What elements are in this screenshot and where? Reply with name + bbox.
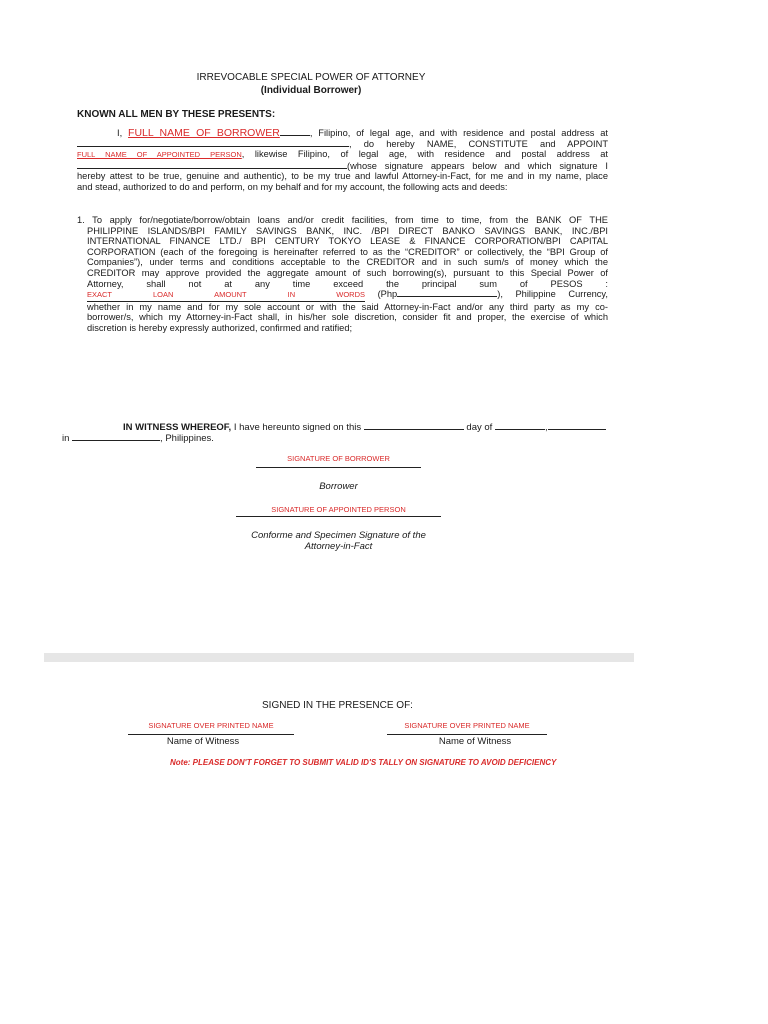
witness-1-signature-line [128, 734, 294, 735]
borrower-signature-line [256, 467, 421, 468]
clause-1-line-3: INTERNATIONAL FINANCE LTD./ BPI CENTURY TOKYO LEASE & FINANCE CORPORATION/BPI CAPITAL [87, 236, 608, 247]
intro-line-1: I, FULL NAME OF BORROWER , Filipino, of legal age, and with residence and postal address at [117, 127, 608, 139]
loan-amount-figures-field[interactable] [397, 296, 497, 297]
appointed-caption-1: Conforme and Specimen Signature of the [251, 530, 426, 541]
appointed-caption-2: Attorney-in-Fact [304, 541, 373, 552]
document-subtitle: (Individual Borrower) [260, 85, 362, 96]
intro-line-5: hereby attest to be true, genuine and authentic), to be my true and lawful Attorney-in-Fact, for me and in my name, place [77, 171, 608, 182]
signing-place-field[interactable] [72, 440, 160, 441]
presence-heading: SIGNED IN THE PRESENCE OF: [262, 700, 413, 711]
clause-1-line-8: EXACT LOAN AMOUNT IN WORDS (Php ), Philippine Currency, [77, 289, 608, 302]
appointed-signature-line [236, 516, 441, 517]
signing-day-field[interactable] [364, 429, 464, 430]
intro-line-6: and stead, authorized to do and perform, on my behalf and for my account, the following acts and deeds: [77, 181, 508, 192]
clause-1-line-1: 1. To apply for/negotiate/borrow/obtain loans and/or credit facilities, from time to time, from the BANK OF THE [77, 215, 608, 225]
clause-1 [77, 215, 608, 334]
clause-1-line-7: Attorney, shall not at any time exceed the principal sum of PESOS : [87, 278, 608, 289]
intro-line-4: (whose signature appears below and which signature I [77, 161, 608, 172]
document-title: IRREVOCABLE SPECIAL POWER OF ATTORNEY [196, 72, 426, 83]
loan-amount-words-field[interactable]: EXACT LOAN AMOUNT IN WORDS [87, 289, 365, 302]
clause-1-line-6: CREDITOR may approve provided the aggregate amount of such borrowing(s), pursuant to this Special Power of [87, 267, 608, 278]
clause-1-line-9: whether in my name and for my sole account or with the said Attorney-in-Fact and/or any third party as my co- [87, 301, 608, 312]
clause-1-line-11: discretion is hereby expressly authorized, confirmed and ratified; [87, 322, 353, 333]
witness-2-caption: Name of Witness [438, 736, 512, 747]
appointed-signature-placeholder[interactable]: SIGNATURE OF APPOINTED PERSON [271, 505, 406, 514]
witness-1-caption: Name of Witness [166, 736, 240, 747]
clause-1-line-4: CORPORATION (each of the foregoing is hereinafter referred to as the “CREDITOR” or collectively, the “BPI Group of [87, 246, 608, 257]
appointed-name-field[interactable]: FULL NAME OF APPOINTED PERSON [77, 150, 242, 160]
witness-2-signature-line [387, 734, 547, 735]
clause-1-line-2: PHILIPPINE ISLANDS/BPI FAMILY SAVINGS BANK, INC. /BPI DIRECT BANKO SAVINGS BANK, INC./BPI [87, 225, 608, 236]
witness-2-signature-placeholder[interactable]: SIGNATURE OVER PRINTED NAME [404, 721, 530, 730]
signing-month-field[interactable] [495, 429, 545, 430]
clause-1-line-5: Companies”), under terms and conditions acceptable to the CREDITOR and in such sum/s of money which the [87, 257, 608, 268]
page-break-divider [44, 653, 634, 662]
signing-place-line: in , Philippines. [62, 433, 214, 444]
borrower-address-field[interactable] [77, 146, 349, 147]
intro-line-3: FULL NAME OF APPOINTED PERSON, likewise Filipino, of legal age, with residence and postal address at [77, 149, 608, 160]
borrower-signature-placeholder[interactable]: SIGNATURE OF BORROWER [287, 454, 390, 463]
clause-1-line-10: borrower/s, which my Attorney-in-Fact shall, in his/her sole discretion, consider fit and proper, the exercise of which [87, 312, 608, 323]
borrower-caption: Borrower [319, 481, 358, 492]
signing-year-field[interactable] [548, 429, 606, 430]
witness-1-signature-placeholder[interactable]: SIGNATURE OVER PRINTED NAME [148, 721, 274, 730]
appointed-address-field[interactable] [77, 168, 347, 169]
borrower-name-field[interactable]: FULL NAME OF BORROWER [128, 127, 280, 139]
intro-line-2: , do hereby NAME, CONSTITUTE and APPOINT [77, 139, 608, 150]
intro-paragraph [77, 128, 608, 193]
preamble-heading: KNOWN ALL MEN BY THESE PRESENTS: [77, 109, 276, 120]
witness-clause: IN WITNESS WHEREOF, I have hereunto signed on this day of , [123, 422, 606, 433]
submission-note: Note: PLEASE DON'T FORGET TO SUBMIT VALID ID'S TALLY ON SIGNATURE TO AVOID DEFICIENCY [170, 758, 557, 767]
